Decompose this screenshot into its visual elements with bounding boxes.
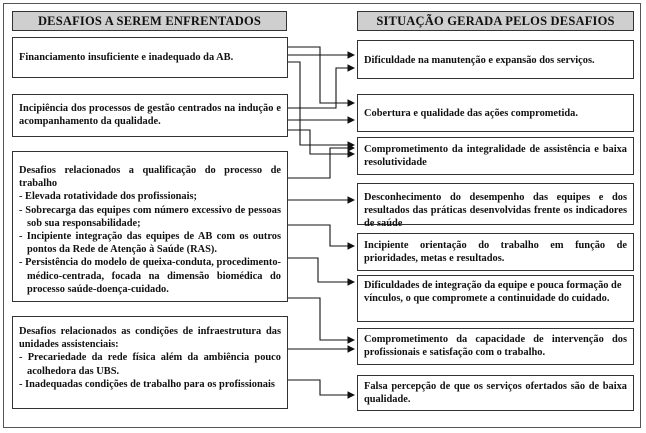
situation-desconhecimento: Desconhecimento do desempenho das equipes e dos resultados das práticas desenvolvidas frente os indicadores de saúde bbox=[357, 183, 634, 225]
challenge-item: - Sobrecarga das equipes com número excessivo de pessoas sob sua responsabilidade; bbox=[19, 204, 281, 229]
situation-cobertura: Cobertura e qualidade das ações comprometida. bbox=[357, 94, 634, 132]
challenge-financiamento bbox=[12, 37, 288, 78]
challenge-item: - Incipiente integração das equipes de AB com os outros pontos da Rede de Atenção à Saúde (RAS). bbox=[19, 231, 281, 256]
situation-percepcao: Falsa percepção de que os serviços ofertados são de baixa qualidade. bbox=[357, 375, 634, 411]
situation-orientacao: Incipiente orientação do trabalho em função de prioridades, metas e resultados. bbox=[357, 233, 634, 271]
challenge-infraestrutura bbox=[12, 316, 288, 409]
header-challenges: DESAFIOS A SEREM ENFRENTADOS bbox=[12, 11, 287, 31]
situation-vinculos: Dificuldades de integração da equipe e pouca formação de vínculos, o que compromete a continuidade do cuidado. bbox=[357, 275, 634, 322]
arrow-infra-percepcao bbox=[288, 380, 354, 395]
situation-integralidade: Comprometimento da integralidade de assistência e baixa resolutividade bbox=[357, 137, 634, 175]
header-situations: SITUAÇÃO GERADA PELOS DESAFIOS bbox=[357, 11, 634, 31]
challenge-item: - Persistência do modelo de queixa-conduta, procedimento-médico-centrada, focada na dimensão biomédica do processo saúde-doença-cuidado. bbox=[19, 257, 281, 295]
situation-dificuldade: Dificuldade na manutenção e expansão dos serviços. bbox=[357, 40, 634, 79]
challenge-title: Desafios relacionados as condições de infraestrutura das unidades assistenciais: bbox=[19, 326, 281, 351]
challenge-processo-trabalho bbox=[12, 151, 288, 302]
challenge-item: - Elevada rotatividade dos profissionais; bbox=[19, 191, 198, 203]
challenge-gestao bbox=[12, 94, 288, 137]
arrow-processo-integralidade bbox=[288, 148, 354, 178]
situation-intervencao: Comprometimento da capacidade de intervenção dos profissionais e satisfação com o trabalho. bbox=[357, 328, 634, 365]
challenge-item: - Precariedade da rede física além da ambiência pouco acolhedora das UBS. bbox=[19, 352, 281, 377]
arrow-gestao-dificuldade bbox=[288, 68, 354, 108]
arrow-processo-vinculos bbox=[288, 258, 354, 282]
challenge-item: - Inadequadas condições de trabalho para os profissionais bbox=[19, 378, 275, 390]
challenge-text: Financiamento insuficiente e inadequado da AB. bbox=[19, 52, 234, 63]
challenge-text: Incipiência dos processos de gestão centrados na indução e acompanhamento da qualidade. bbox=[19, 103, 281, 128]
challenge-title: Desafios relacionados a qualificação do processo de trabalho bbox=[19, 165, 281, 190]
arrow-processo-intervencao bbox=[288, 298, 354, 340]
arrow-gestao-integralidade bbox=[288, 130, 354, 154]
arrow-processo-orientacao bbox=[288, 225, 354, 246]
